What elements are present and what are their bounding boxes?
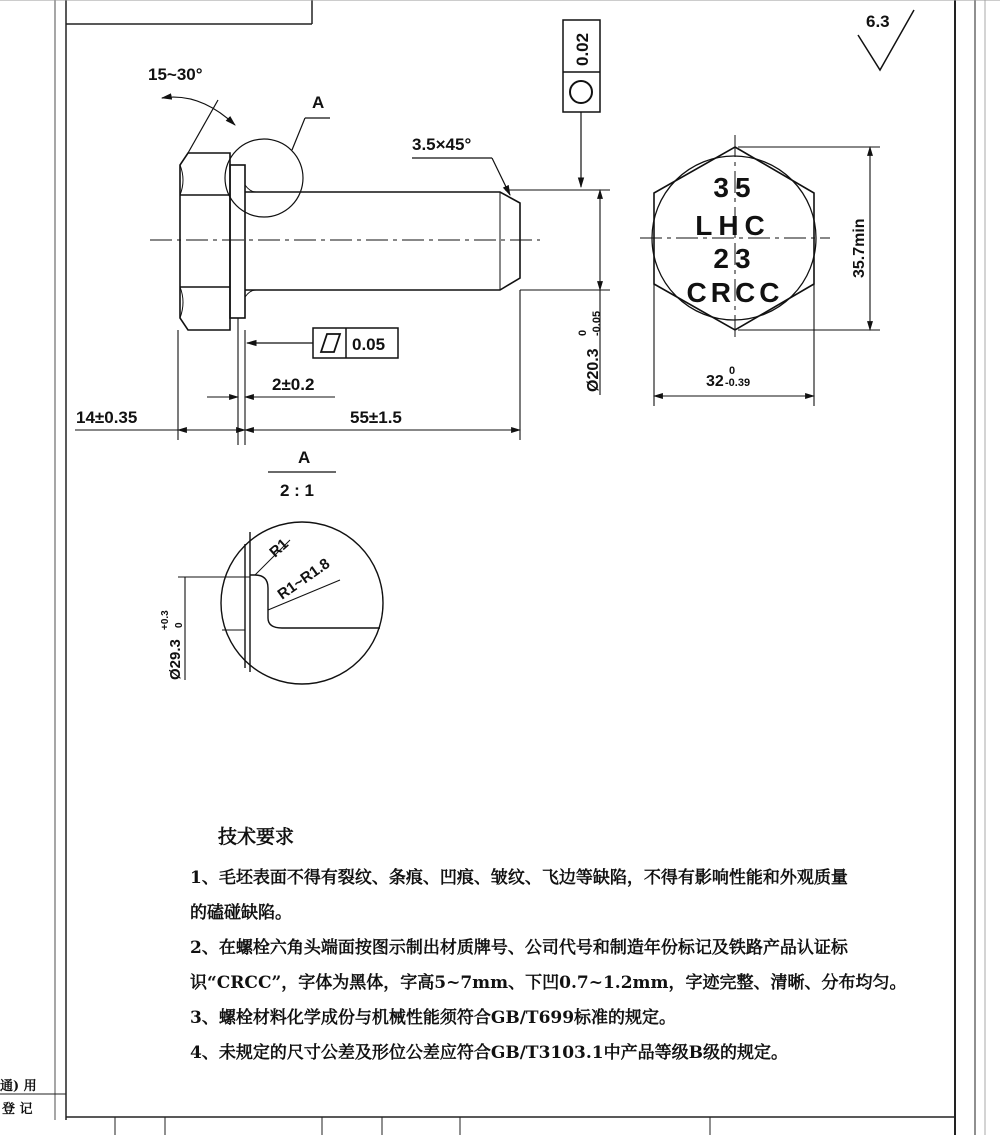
roughness-symbol (858, 10, 914, 70)
tech-line: 识“CRCC”，字体为黑体，字高5~7mm、下凹0.7~1.2mm，字迹完整、清晰、分布均匀。 (190, 973, 907, 993)
shank-diameter-lower: -0.05 (591, 310, 603, 336)
marking-line-3: 23 (713, 243, 757, 274)
flatness-value: 0.05 (352, 335, 386, 354)
head-markings (687, 172, 784, 308)
across-flats-base: 32 (706, 373, 724, 390)
detail-diameter-label (160, 610, 185, 680)
length-dimensions (75, 290, 520, 440)
tech-title: 技术要求 (218, 826, 295, 848)
shank-diameter-base: Ø20.3 (585, 348, 602, 392)
circularity-tolerance-frame (563, 20, 600, 187)
washer-thickness-label: 2±0.2 (272, 375, 315, 394)
detail-ref-label: A (312, 93, 325, 112)
tech-line: 的磕碰缺陷。 (190, 903, 292, 923)
chamfer-label: 3.5×45° (412, 135, 472, 154)
head-angle-label: 15~30° (148, 65, 203, 84)
tech-line: 2、在螺栓六角头端面按图示制出材质牌号、公司代号和制造年份标记及铁路产品认证标 (190, 938, 848, 958)
marking-line-4: CRCC (686, 277, 784, 308)
tech-line: 4、未规定的尺寸公差及形位公差应符合GB/T3103.1中产品等级B级的规定。 (190, 1043, 789, 1063)
detail-diameter-base: Ø29.3 (167, 639, 184, 680)
marking-line-2: LHC (695, 210, 771, 241)
detail-view-scale: 2 : 1 (280, 481, 315, 500)
head-height-label: 14±0.35 (76, 408, 138, 427)
margin-label-register: 登 记 (2, 1102, 33, 1117)
head-angle-dimension (162, 97, 235, 153)
chamfer-leader (412, 158, 510, 195)
detail-diameter-upper: +0.3 (160, 610, 171, 630)
shank-diameter-upper: 0 (577, 329, 589, 336)
shank-diameter-label (577, 311, 603, 392)
across-flats-label (706, 365, 750, 390)
detail-view-title (268, 448, 336, 500)
detail-r1-label: R1 (266, 535, 292, 561)
washer-thickness-dimension (207, 318, 335, 445)
bolt-side-view (180, 153, 520, 330)
detail-diameter-lower: 0 (174, 622, 185, 628)
across-corners-label: 35.7min (851, 218, 868, 278)
across-flats-lower: -0.39 (725, 377, 751, 389)
roughness-value: 6.3 (866, 12, 890, 31)
tech-line: 3、螺栓材料化学成份与机械性能须符合GB/T699标准的规定。 (190, 1008, 677, 1028)
detail-view-label: A (298, 448, 311, 467)
across-flats-upper: 0 (729, 365, 736, 377)
tech-requirements (190, 822, 907, 1071)
length-label: 55±1.5 (350, 408, 402, 427)
margin-label-usage: 通) 用 (0, 1079, 37, 1094)
detail-r2-label: R1~R1.8 (274, 555, 334, 604)
marking-line-1: 35 (713, 172, 757, 203)
detail-callout (225, 118, 330, 217)
flatness-tolerance-frame (247, 328, 398, 358)
tech-line: 1、毛坯表面不得有裂纹、条痕、凹痕、皱纹、飞边等缺陷，不得有影响性能和外观质量 (190, 868, 848, 888)
circularity-value: 0.02 (573, 32, 592, 66)
